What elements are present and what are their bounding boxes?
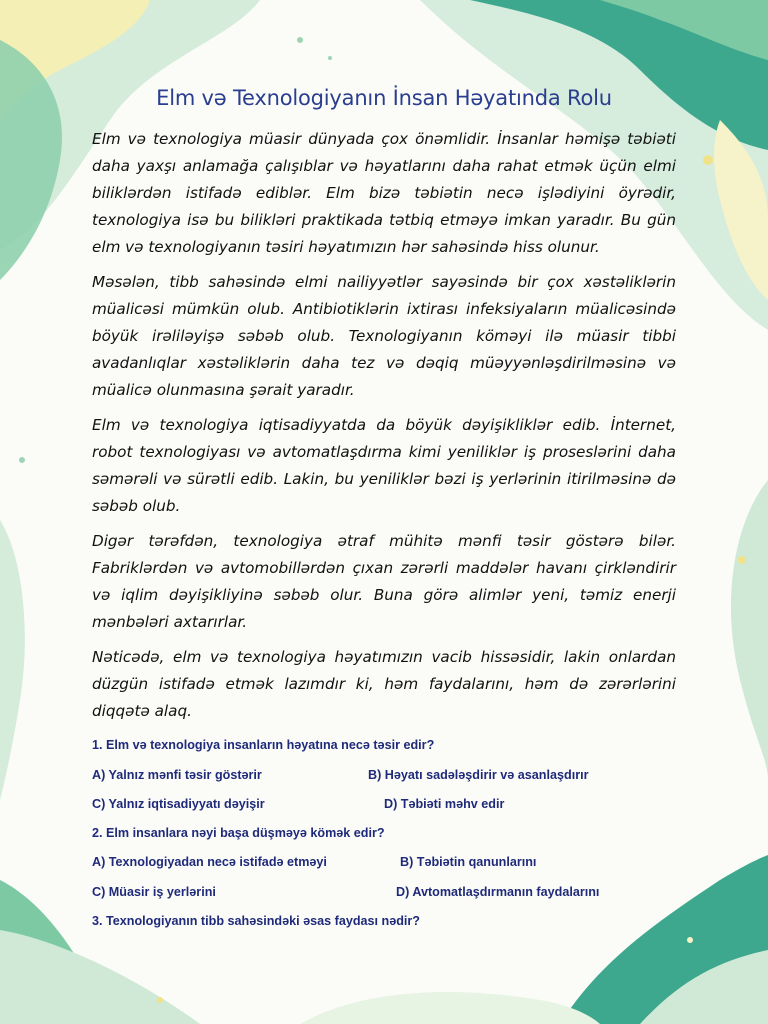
- question-1: 1. Elm və texnologiya insanların həyatına necə təsir edir?: [92, 738, 435, 752]
- page-title: Elm və Texnologiyanın İnsan Həyatında Rolu: [156, 86, 612, 110]
- question-3: 3. Texnologiyanın tibb sahəsindəki əsas faydası nədir?: [92, 914, 421, 928]
- question-2-option-d: D) Avtomatlaşdırmanın faydalarını: [396, 885, 600, 899]
- paragraph: Elm və texnologiya iqtisadiyyatda da böyük dəyişikliklər edib. İnternet, robot texnologiyası və avtomatlaşdırma kimi yeniliklər iş proseslərini daha səmərəli və sürətli edib. Lakin, bu yeniliklər bəzi iş yerlərinin itirilməsinə də səbəb olub.: [92, 416, 676, 515]
- question-2-option-a: A) Texnologiyadan necə istifadə etməyi: [92, 855, 327, 869]
- question-2-option-c: C) Müasir iş yerlərini: [92, 885, 216, 899]
- question-1-option-d: D) Təbiəti məhv edir: [384, 797, 505, 811]
- paragraph: Məsələn, tibb sahəsində elmi nailiyyətlər sayəsində bir çox xəstəliklərin müalicəsi mümkün olub. Antibiotiklərin ixtirası infeksiyaların müalicəsində böyük irəliləyişə səbəb olub. Texnologiyanın köməyi ilə müasir tibbi avadanlıqlar xəstəliklərin daha tez və dəqiq müəyyənləşdirilməsinə və müalicə olunmasına şərait yaradır.: [92, 273, 676, 399]
- paragraph: Nəticədə, elm və texnologiya həyatımızın vacib hissəsidir, lakin onlardan düzgün istifadə etmək lazımdır ki, həm faydalarını, həm də zərərlərini diqqətə alaq.: [92, 648, 676, 720]
- question-2-option-b: B) Təbiətin qanunlarını: [400, 855, 537, 869]
- essay-body: [92, 126, 676, 733]
- paragraph: Digər tərəfdən, texnologiya ətraf mühitə mənfi təsir göstərə bilər. Fabriklərdən və avtomobillərdən çıxan zərərli maddələr havanı çirkləndirir və iqlim dəyişikliyinə səbəb olur. Buna görə alimlər yeni, təmiz enerji mənbələri axtarırlar.: [92, 532, 676, 631]
- question-1-option-a: A) Yalnız mənfi təsir göstərir: [92, 768, 262, 782]
- paragraph: Elm və texnologiya müasir dünyada çox önəmlidir. İnsanlar həmişə təbiəti daha yaxşı anlamağa çalışıblar və həyatlarını daha rahat etmək üçün elmi biliklərdən istifadə ediblər. Elm bizə təbiətin necə işlədiyini öyrədir, texnologiya isə bu bilikləri praktikada tətbiq etməyə imkan yaradır. Bu gün elm və texnologiyanın təsiri həyatımızın hər sahəsində hiss olunur.: [92, 130, 676, 256]
- question-2: 2. Elm insanlara nəyi başa düşməyə kömək edir?: [92, 826, 385, 840]
- question-1-option-c: C) Yalnız iqtisadiyyatı dəyişir: [92, 797, 265, 811]
- question-1-option-b: B) Həyatı sadələşdirir və asanlaşdırır: [368, 768, 589, 782]
